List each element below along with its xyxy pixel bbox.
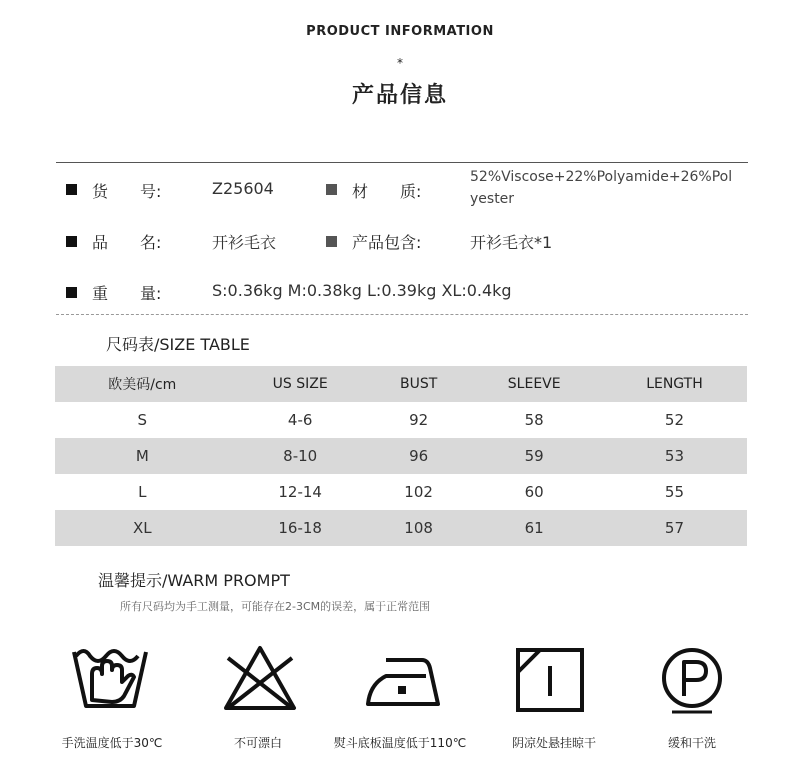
material-label: 材 质:: [352, 182, 422, 201]
table-cell: 59: [524, 447, 544, 465]
material-value-line2: yester: [470, 191, 515, 207]
table-row: [55, 474, 747, 510]
table-cell: 102: [404, 483, 433, 501]
table-cell: 58: [524, 411, 544, 429]
size-table-title: 尺码表/SIZE TABLE: [106, 335, 250, 354]
table-cell: 53: [664, 447, 684, 465]
table-cell: 57: [664, 519, 684, 537]
bullet-square: [66, 184, 77, 195]
table-cell: 92: [409, 411, 429, 429]
care-label-dry-clean: 缓和干洗: [667, 736, 716, 750]
care-label-hand-wash: 手洗温度低于30℃: [61, 736, 163, 750]
table-cell: 16-18: [278, 519, 322, 537]
table-cell: 4-6: [287, 411, 313, 429]
section-title-cn: 产品信息: [351, 83, 448, 108]
material-value: [470, 166, 732, 210]
weight-value: S:0.36kg M:0.38kg L:0.39kg XL:0.4kg: [212, 281, 512, 300]
table-header-row: [55, 366, 747, 402]
table-row: [55, 402, 747, 438]
care-label-line-dry: 阴凉处悬挂晾干: [511, 736, 596, 750]
title-star: *: [397, 56, 403, 70]
no-bleach-icon: [220, 644, 300, 714]
hand-wash-icon: [70, 644, 150, 714]
table-cell: 8-10: [283, 447, 318, 465]
bullet-square: [66, 236, 77, 247]
package-label: 产品包含:: [352, 233, 422, 252]
item-no-label: 货 号:: [92, 182, 162, 201]
name-label: 品 名:: [92, 233, 162, 252]
table-cell: 61: [524, 519, 544, 537]
package-value: 开衫毛衣*1: [470, 233, 553, 252]
table-header-cell: LENGTH: [646, 376, 703, 392]
table-header-cell: 欧美码/cm: [108, 377, 177, 393]
bullet-square: [326, 236, 337, 247]
table-header-cell: SLEEVE: [507, 376, 561, 392]
line-dry-shade-icon: [510, 644, 590, 714]
table-cell: L: [138, 483, 147, 501]
table-cell: 96: [409, 447, 429, 465]
dry-clean-p-icon: [652, 644, 732, 714]
table-cell: 108: [404, 519, 433, 537]
table-cell: 60: [524, 483, 544, 501]
table-row: [55, 510, 747, 546]
weight-label: 重 量:: [92, 284, 162, 303]
divider-top: [56, 162, 748, 163]
table-row: [55, 438, 747, 474]
care-label-no-bleach: 不可漂白: [233, 736, 282, 750]
table-header-cell: BUST: [399, 376, 438, 392]
care-label-iron: 熨斗底板温度低于110℃: [333, 736, 467, 750]
material-value-line1: 52%Viscose+22%Polyamide+26%Pol: [470, 169, 733, 185]
bullet-square: [326, 184, 337, 195]
table-cell: 55: [664, 483, 684, 501]
bullet-square: [66, 287, 77, 298]
item-no-value: Z25604: [212, 179, 274, 198]
table-cell: XL: [132, 519, 152, 537]
name-value: 开衫毛衣: [212, 233, 277, 252]
table-cell: M: [135, 447, 149, 465]
table-header-cell: US SIZE: [272, 376, 328, 392]
size-table: [55, 366, 747, 546]
divider-dotted: [56, 314, 748, 315]
table-cell: 12-14: [278, 483, 322, 501]
table-cell: 52: [664, 411, 684, 429]
iron-low-icon: [364, 644, 444, 714]
section-title-en: PRODUCT INFORMATION: [306, 24, 494, 39]
warm-prompt-title: 温馨提示/WARM PROMPT: [98, 571, 290, 590]
table-cell: S: [137, 411, 148, 429]
warm-prompt-note: 所有尺码均为手工测量，可能存在2-3CM的误差，属于正常范围: [120, 600, 431, 613]
